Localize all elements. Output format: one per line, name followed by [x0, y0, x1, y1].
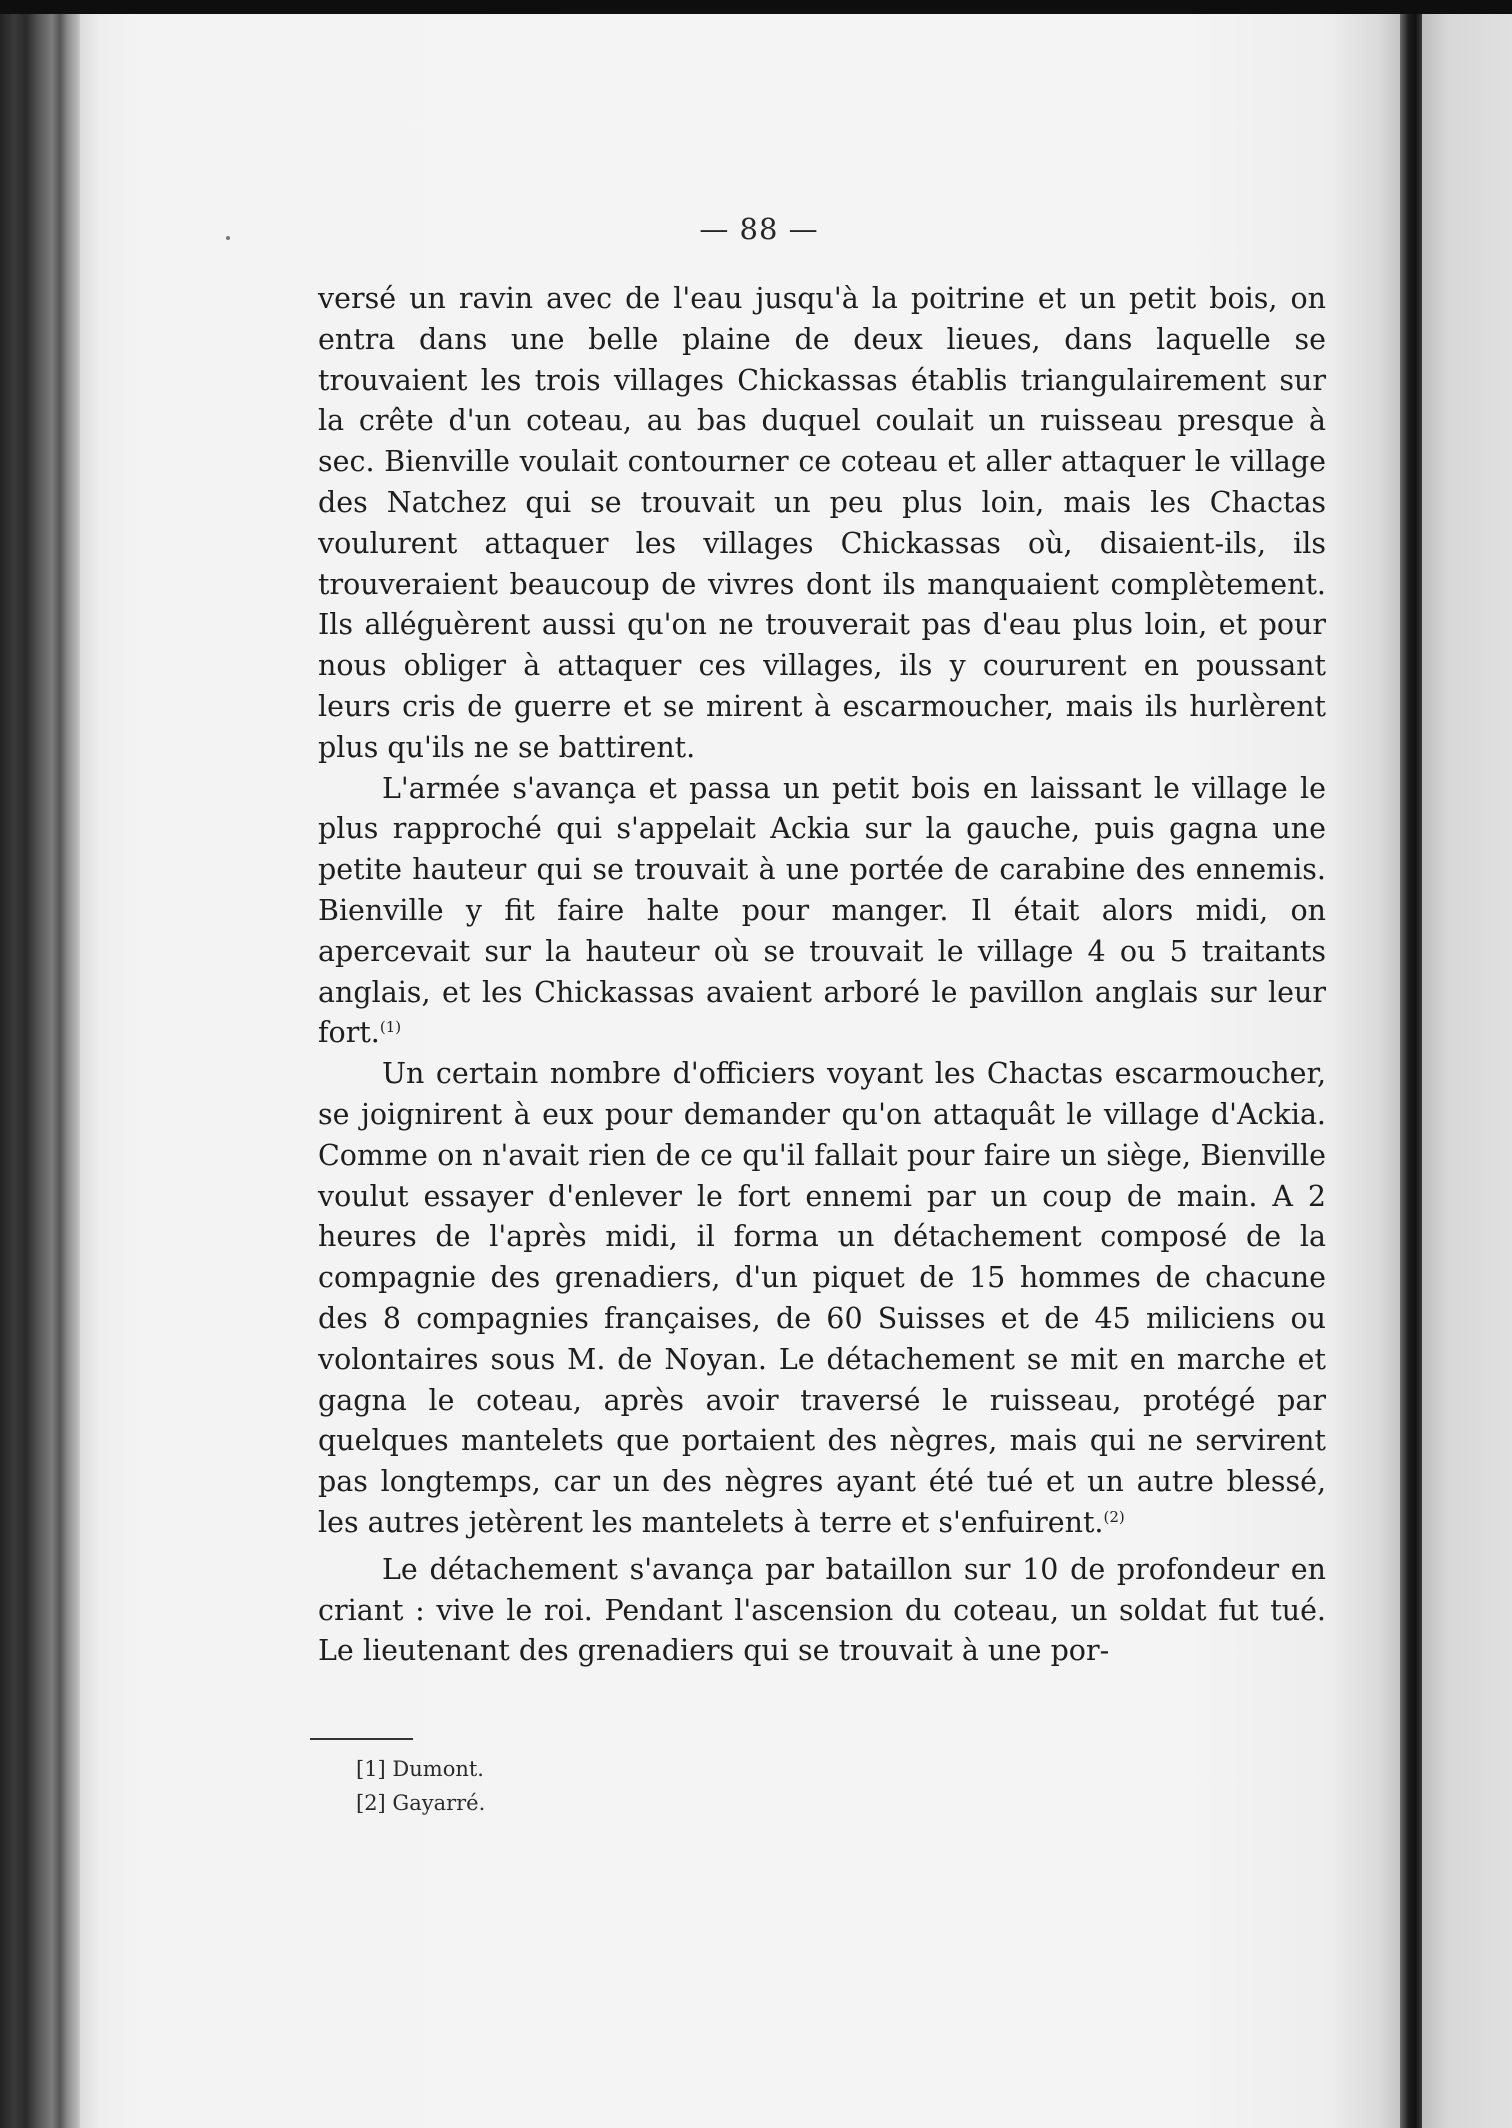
facing-page-edge — [1422, 14, 1512, 2128]
paragraph-1-text: versé un ravin avec de l'eau jusqu'à la poitrine et un petit bois, on entra dans une belle plaine de deux lieues, dans laquelle se trouvaient les trois villages Chickassas établis triangulairement sur la crête d'un coteau, au bas duquel coulait un ruisseau presque à sec. Bienville voulait contourner ce coteau et aller attaquer le village des Natchez qui se trouvait un peu plus loin, mais les Chactas voulurent attaquer les villages Chickassas où, disaient-ils, ils trouveraient beaucoup de vivres dont ils manquaient complètement. Ils alléguèrent aussi qu'on ne trouverait pas d'eau plus loin, et pour nous obliger à attaquer ces villages, ils y coururent en poussant leurs cris de guerre et se mirent à escarmoucher, mais ils hurlèrent plus qu'ils ne se battirent. — [318, 282, 1326, 764]
paragraph-4-text: Le détachement s'avança par bataillon sur 10 de profondeur en criant : vive le roi. Pendant l'ascension du coteau, un soldat fut tué. Le lieutenant des grenadiers qui se trouvait à une por- — [318, 1552, 1326, 1668]
footnote-divider — [310, 1738, 413, 1740]
paragraph-2-text: L'armée s'avança et passa un petit bois en laissant le village le plus rapproché qui s'appelait Ackia sur la gauche, puis gagna une petite hauteur qui se trouvait à une portée de carabine des ennemis. Bienville y fit faire halte pour manger. Il était alors midi, on apercevait sur la hauteur où se trouvait le village 4 ou 5 traitants anglais, et les Chickassas avaient arboré le pavillon anglais sur leur fort. — [318, 771, 1326, 1050]
paragraph-2 — [318, 769, 1326, 1055]
book-gutter — [1400, 14, 1422, 2128]
paragraph-4 — [318, 1550, 1326, 1672]
footnote-2: [2] Gayarré. — [356, 1791, 486, 1815]
paragraph-3-text: Un certain nombre d'officiers voyant les Chactas escarmoucher, se joignirent à eux pour demander qu'on attaquât le village d'Ackia. Comme on n'avait rien de ce qu'il fallait pour faire un siège, Bienville voulut essayer d'enlever le fort ennemi par un coup de main. A 2 heures de l'après midi, il forma un détachement composé de la compagnie des grenadiers, d'un piquet de 15 hommes de chacune des 8 compagnies françaises, de 60 Suisses et de 45 miliciens ou volontaires sous M. de Noyan. Le détachement se mit en marche et gagna le coteau, après avoir traversé le ruisseau, protégé par quelques mantelets que portaient des nègres, mais qui ne servirent pas longtemps, car un des nègres ayant été tué et un autre blessé, les autres jetèrent les mantelets à terre et s'enfuirent. — [318, 1057, 1326, 1539]
paragraph-3 — [318, 1054, 1326, 1544]
scan-top-border — [0, 0, 1512, 14]
book-spine-edge — [0, 14, 80, 2128]
page-number: — 88 — — [699, 212, 819, 246]
footnote-ref-1: (1) — [379, 1018, 402, 1037]
paragraph-1 — [318, 279, 1326, 769]
footnotes — [356, 1752, 956, 1820]
footnote-ref-2: (2) — [1103, 1507, 1125, 1526]
footnote-1: [1] Dumont. — [356, 1757, 484, 1781]
page-body-text — [318, 279, 1326, 1672]
